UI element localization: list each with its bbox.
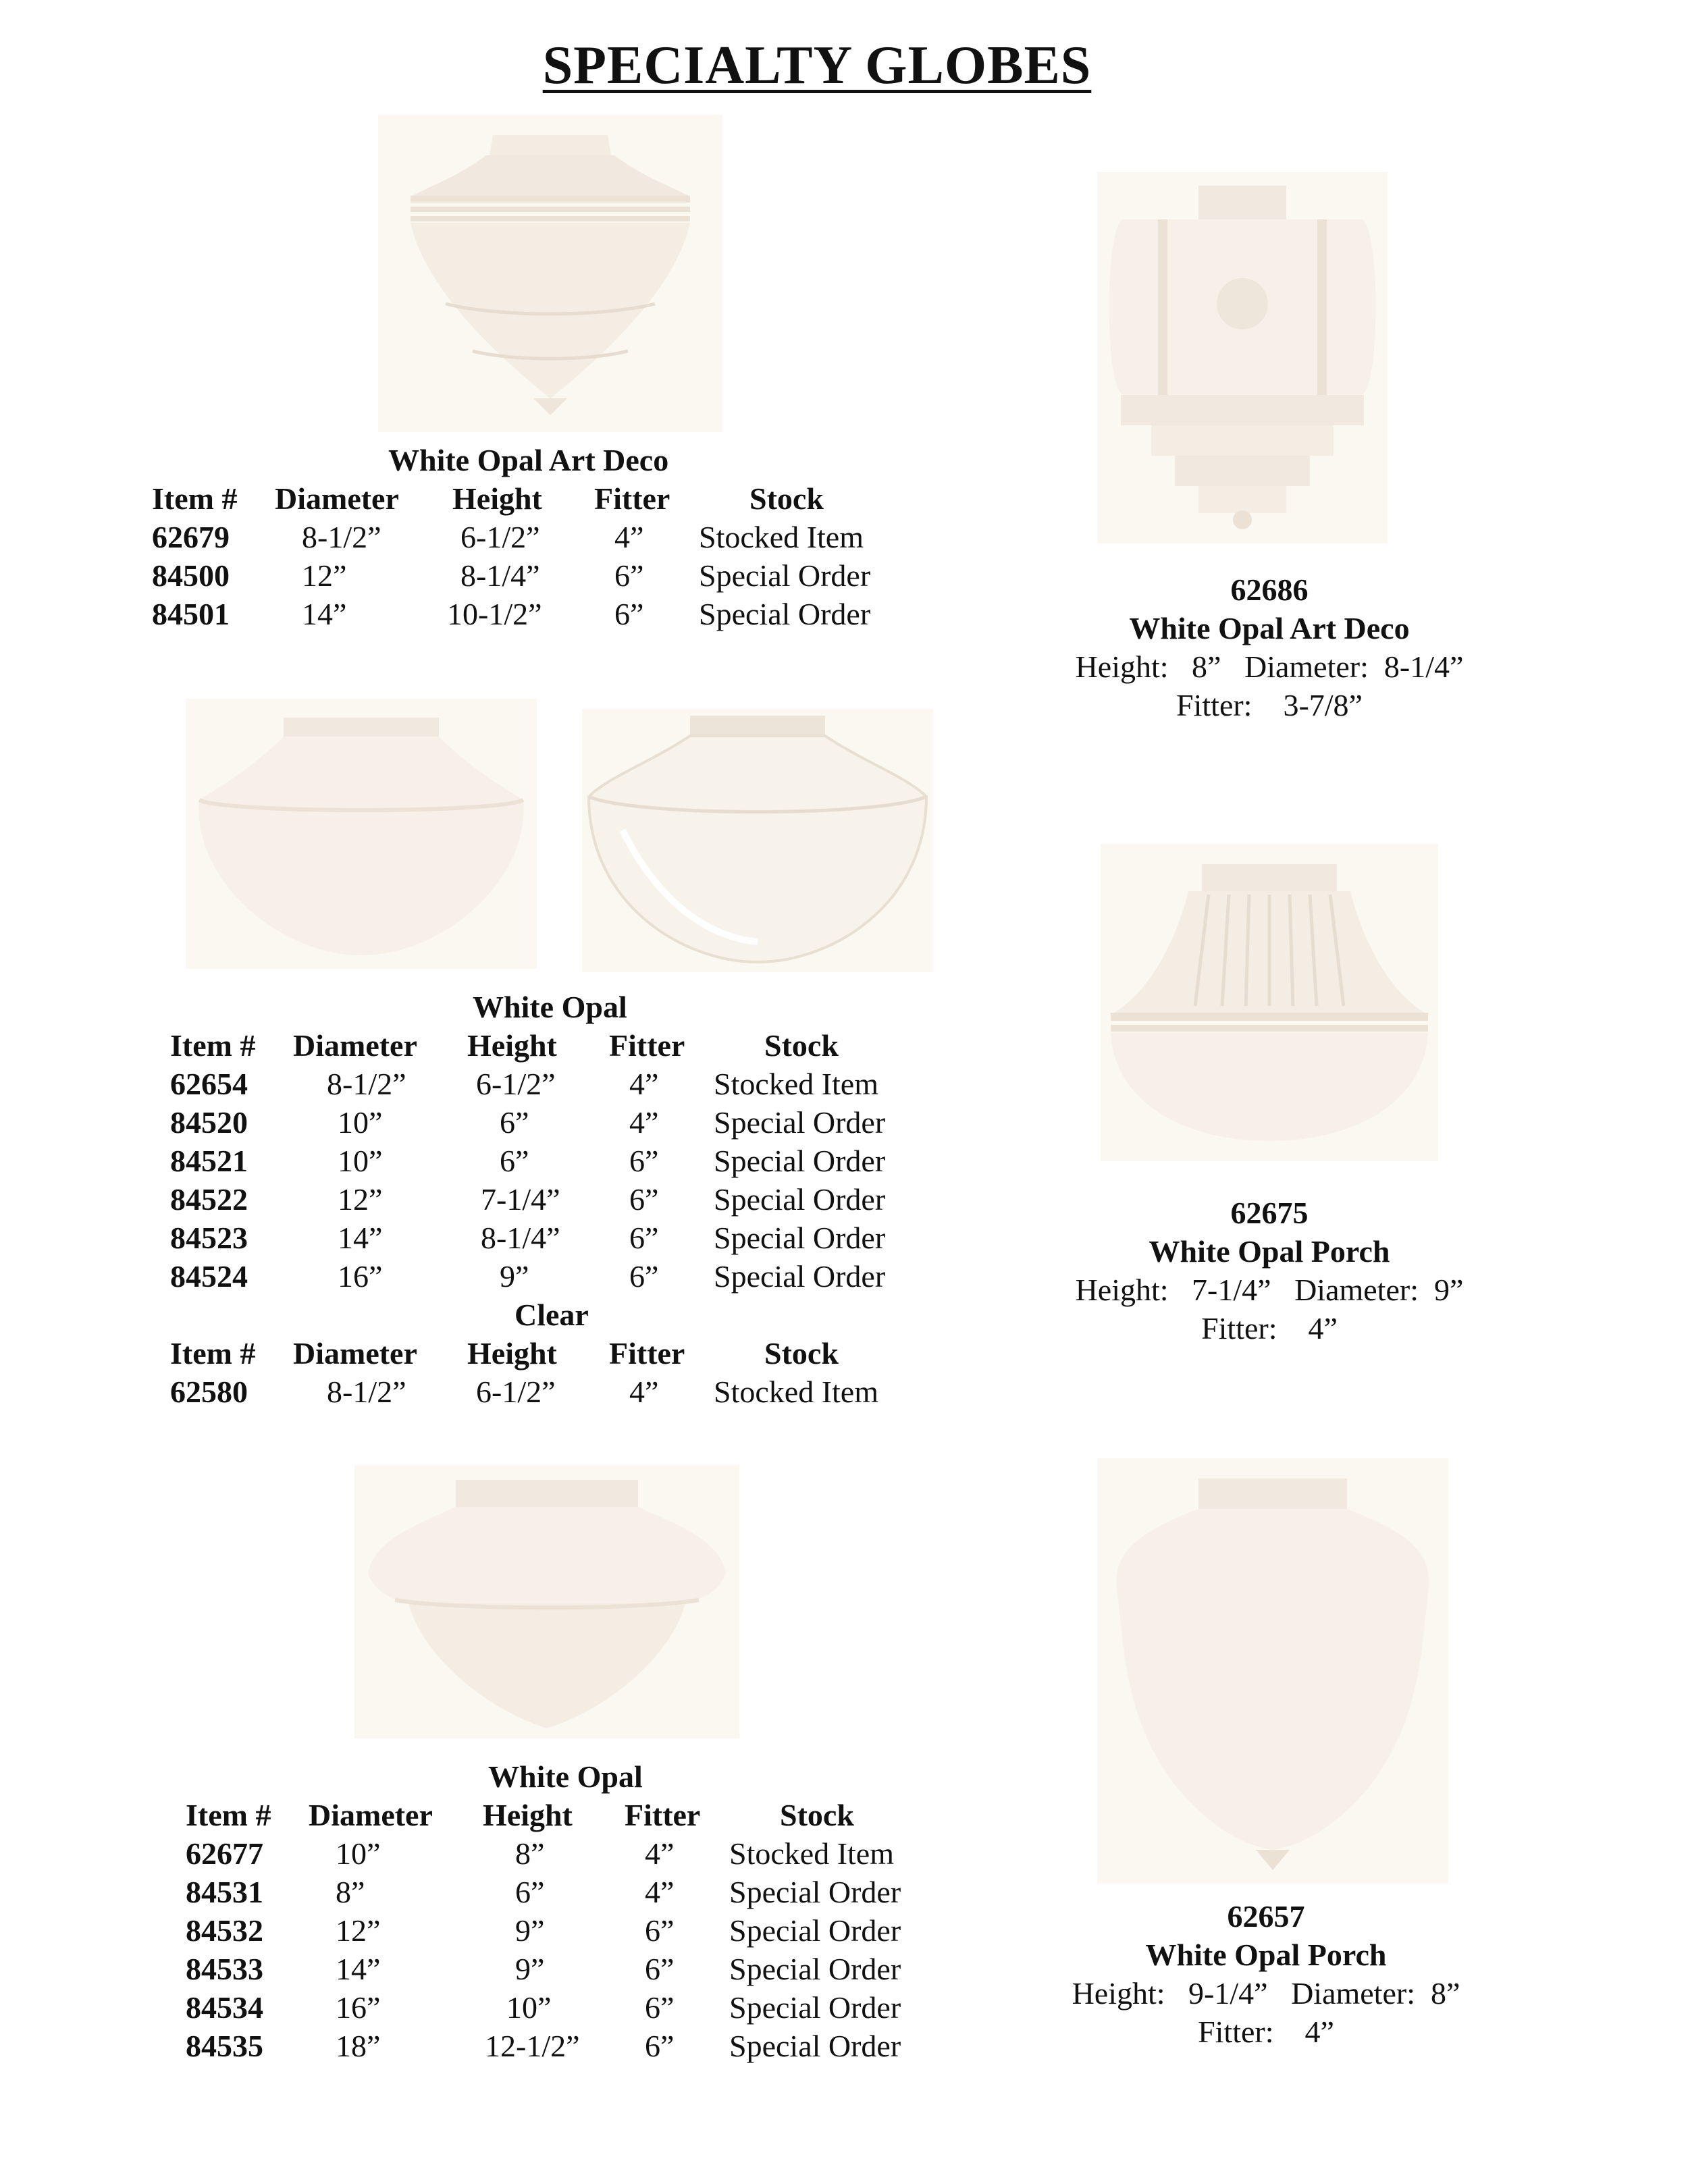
header-diameter: Diameter [293,1028,417,1063]
cell-fitter: 6” [629,1221,659,1255]
cell-item: 84534 [186,1990,263,2025]
cell-height: 6” [515,1875,545,1909]
cell-item: 84523 [170,1221,248,1255]
cell-stock: Special Order [729,1913,901,1948]
cell-fitter: 6” [645,1952,675,1986]
table-row [152,595,895,633]
header-diameter: Diameter [275,481,399,516]
table-header [170,1026,913,1065]
table-header [186,1796,928,1834]
cell-stock: Special Order [714,1105,886,1140]
table-row [186,1950,928,1988]
white-opal-table [170,988,913,1411]
cell-fitter: 6” [614,597,644,631]
header-fitter: Fitter [594,481,670,516]
cell-diameter: 12” [336,1913,381,1948]
cell-stock: Special Order [729,1990,901,2025]
cell-height: 9” [515,1913,545,1948]
product-dimensions: Height: 7-1/4” Diameter: 9” [1075,1273,1464,1307]
header-item: Item # [170,1336,256,1370]
cell-height: 9” [500,1259,529,1294]
cell-fitter: 4” [645,1875,675,1909]
header-item: Item # [170,1028,256,1063]
art-deco-table [152,441,895,633]
cell-stock: Special Order [714,1182,886,1217]
cell-item: 62654 [170,1067,248,1101]
cell-diameter: 10” [336,1836,381,1871]
cell-height: 12-1/2” [485,2029,580,2063]
cell-stock: Special Order [699,558,871,593]
cell-diameter: 8” [336,1875,365,1909]
cell-fitter: 4” [629,1375,659,1409]
cell-diameter: 16” [338,1259,383,1294]
header-stock: Stock [749,481,824,516]
product-caption-62675 [999,1194,1539,1348]
cell-fitter: 4” [629,1105,659,1140]
tiered-globe-image [1097,172,1388,543]
table-header [170,1334,913,1373]
table-row [170,1219,913,1257]
cell-diameter: 18” [336,2029,381,2063]
product-name: White Opal Art Deco [1129,611,1410,645]
cell-item: 62679 [152,520,230,554]
cell-height: 6” [500,1105,529,1140]
table-row [152,518,895,556]
product-dimensions: Height: 9-1/4” Diameter: 8” [1072,1976,1460,2010]
header-fitter: Fitter [625,1798,701,1832]
product-fitter: Fitter: 4” [1198,2015,1334,2049]
table-row [170,1142,913,1180]
cell-diameter: 12” [302,558,347,593]
cell-height: 6-1/2” [476,1375,556,1409]
table-row [186,1873,928,1911]
product-fitter: Fitter: 3-7/8” [1176,688,1363,722]
porch-acorn-globe-photo [1097,1458,1448,1884]
header-height: Height [467,1028,557,1063]
cell-height: 8-1/4” [481,1221,560,1255]
cell-item: 84532 [186,1913,263,1948]
product-caption-62686 [999,570,1539,724]
cell-height: 6-1/2” [460,520,540,554]
header-height: Height [483,1798,573,1832]
product-name: White Opal Porch [1149,1234,1390,1269]
cell-item: 84500 [152,558,230,593]
page-title: SPECIALTY GLOBES [542,36,1092,95]
cell-fitter: 4” [629,1067,659,1101]
cell-item: 84531 [186,1875,263,1909]
porch-globe-ribbed-photo [1101,844,1438,1161]
header-diameter: Diameter [293,1336,417,1370]
table-row [152,556,895,595]
product-fitter: Fitter: 4” [1201,1311,1338,1346]
cell-stock: Special Order [729,2029,901,2063]
cell-fitter: 6” [629,1144,659,1178]
cell-diameter: 14” [336,1952,381,1986]
header-stock: Stock [764,1336,839,1370]
cell-height: 10” [506,1990,552,2025]
cell-fitter: 6” [645,1913,675,1948]
white-opal-globe-photo [186,699,537,969]
cell-fitter: 6” [614,558,644,593]
cell-diameter: 8-1/2” [327,1067,406,1101]
product-number: 62675 [1230,1196,1309,1230]
table-caption: White Opal [488,1759,643,1794]
cell-height: 7-1/4” [481,1182,560,1217]
clear-globe-image [582,709,933,972]
table-subcaption-row [170,1296,913,1334]
cell-diameter: 14” [338,1221,383,1255]
acorn-globe-image [1097,1458,1448,1884]
table-row [170,1103,913,1142]
cell-fitter: 4” [614,520,644,554]
cell-item: 84535 [186,2029,263,2063]
white-opal-globe-image [186,699,537,969]
onion-globe-image [354,1465,739,1738]
table-row [186,2027,928,2065]
cell-fitter: 6” [645,1990,675,2025]
cell-stock: Special Order [699,597,871,631]
cell-stock: Stocked Item [714,1375,878,1409]
cell-stock: Special Order [714,1259,886,1294]
cell-item: 62677 [186,1836,263,1871]
header-height: Height [467,1336,557,1370]
cell-height: 6” [500,1144,529,1178]
table-row [186,1911,928,1950]
product-number: 62686 [1230,572,1309,607]
white-opal-table-2 [186,1757,928,2065]
cell-fitter: 6” [629,1182,659,1217]
header-fitter: Fitter [609,1336,685,1370]
table-row [186,1834,928,1873]
clear-globe-photo [582,709,933,972]
table-row [170,1257,913,1296]
art-deco-globe-image [378,115,722,432]
cell-item: 84524 [170,1259,248,1294]
cell-stock: Special Order [729,1952,901,1986]
header-item: Item # [152,481,238,516]
cell-height: 9” [515,1952,545,1986]
cell-diameter: 10” [338,1105,383,1140]
product-number: 62657 [1227,1899,1305,1934]
cell-diameter: 12” [338,1182,383,1217]
header-stock: Stock [780,1798,854,1832]
white-opal-onion-globe-photo [354,1465,739,1738]
table-row [170,1180,913,1219]
cell-stock: Stocked Item [714,1067,878,1101]
table-caption: White Opal [473,990,627,1024]
cell-stock: Special Order [714,1221,886,1255]
cell-item: 84501 [152,597,230,631]
table-row [170,1373,913,1411]
cell-item: 84522 [170,1182,248,1217]
cell-item: 84520 [170,1105,248,1140]
cell-stock: Stocked Item [699,520,864,554]
header-fitter: Fitter [609,1028,685,1063]
cell-stock: Stocked Item [729,1836,894,1871]
table-header [152,479,895,518]
product-name: White Opal Porch [1145,1938,1387,1972]
cell-item: 84521 [170,1144,248,1178]
cell-diameter: 8-1/2” [302,520,381,554]
header-diameter: Diameter [309,1798,433,1832]
table-row [170,1065,913,1103]
cell-diameter: 16” [336,1990,381,2025]
header-height: Height [452,481,542,516]
cell-diameter: 14” [302,597,347,631]
product-caption-62657 [996,1897,1536,2051]
art-deco-tiered-globe-photo [1097,172,1388,543]
cell-height: 8-1/4” [460,558,540,593]
cell-item: 62580 [170,1375,248,1409]
cell-stock: Special Order [729,1875,901,1909]
cell-fitter: 4” [645,1836,675,1871]
cell-diameter: 10” [338,1144,383,1178]
ribbed-globe-image [1101,844,1438,1161]
cell-item: 84533 [186,1952,263,1986]
cell-height: 6-1/2” [476,1067,556,1101]
table-row [186,1988,928,2027]
header-stock: Stock [764,1028,839,1063]
table-subcaption: Clear [515,1298,589,1332]
cell-stock: Special Order [714,1144,886,1178]
cell-fitter: 6” [645,2029,675,2063]
cell-diameter: 8-1/2” [327,1375,406,1409]
cell-height: 10-1/2” [447,597,542,631]
header-item: Item # [186,1798,271,1832]
cell-height: 8” [515,1836,545,1871]
table-caption: White Opal Art Deco [388,443,669,477]
art-deco-globe-photo [378,115,722,432]
product-dimensions: Height: 8” Diameter: 8-1/4” [1075,649,1464,684]
cell-fitter: 6” [629,1259,659,1294]
